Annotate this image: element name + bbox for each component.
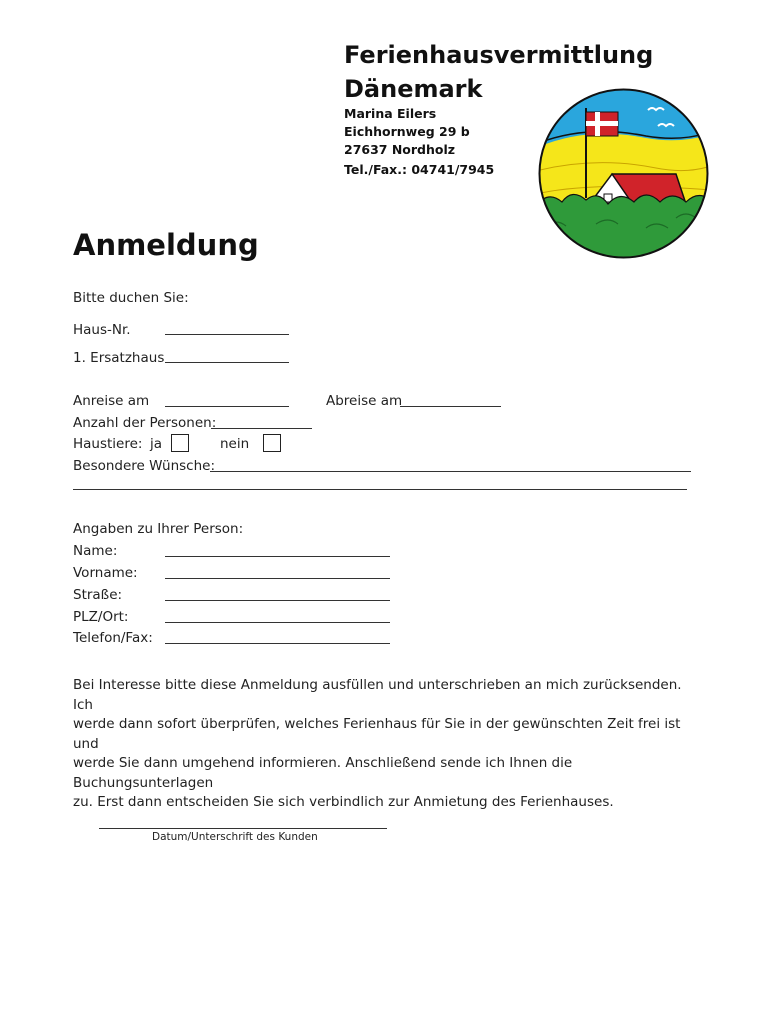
- ja-label: ja: [150, 436, 163, 452]
- nein-label: nein: [220, 436, 250, 452]
- vorname-label: Vorname:: [73, 565, 138, 581]
- company-name-line1: Ferienhausvermittlung: [344, 41, 654, 69]
- contact-name: Marina Eilers: [344, 106, 437, 121]
- contact-city: 27637 Nordholz: [344, 142, 456, 157]
- plz-label: PLZ/Ort:: [73, 609, 129, 625]
- ersatzhaus-field[interactable]: [165, 362, 289, 363]
- wuensche-label: Besondere Wünsche:: [73, 458, 215, 474]
- abreise-label: Abreise am: [326, 393, 403, 409]
- vorname-field[interactable]: [165, 578, 390, 579]
- abreise-field[interactable]: [400, 406, 501, 407]
- name-label: Name:: [73, 543, 118, 559]
- paragraph-line: Bei Interesse bitte diese Anmeldung ausfüllen und unterschrieben an mich zurücksenden. Ich: [73, 677, 682, 713]
- person-heading: Angaben zu Ihrer Person:: [73, 521, 244, 537]
- company-name-line2: Dänemark: [344, 75, 483, 103]
- haustiere-nein-checkbox[interactable]: [263, 434, 281, 452]
- haus-nr-label: Haus-Nr.: [73, 322, 131, 338]
- contact-phone: Tel./Fax.: 04741/7945: [344, 162, 495, 177]
- name-field[interactable]: [165, 556, 390, 557]
- form-intro: Bitte duchen Sie:: [73, 290, 189, 306]
- instructions-paragraph: [73, 676, 698, 813]
- plz-field[interactable]: [165, 622, 390, 623]
- telefon-label: Telefon/Fax:: [73, 630, 153, 646]
- haus-nr-field[interactable]: [165, 334, 289, 335]
- paragraph-line: werde Sie dann umgehend informieren. Anschließend sende ich Ihnen die Buchungsunterlagen: [73, 755, 573, 791]
- ersatzhaus-label: 1. Ersatzhaus: [73, 350, 165, 366]
- form-title: Anmeldung: [73, 228, 259, 262]
- paragraph-line: zu. Erst dann entscheiden Sie sich verbindlich zur Anmietung des Ferienhauses.: [73, 794, 614, 810]
- danish-holiday-house-logo-icon: [536, 86, 711, 261]
- personen-field[interactable]: [211, 428, 312, 429]
- anreise-field[interactable]: [165, 406, 289, 407]
- strasse-label: Straße:: [73, 587, 123, 603]
- haustiere-ja-checkbox[interactable]: [171, 434, 189, 452]
- contact-street: Eichhornweg 29 b: [344, 124, 470, 139]
- haustiere-label: Haustiere:: [73, 436, 143, 452]
- wuensche-field-line2[interactable]: [73, 489, 687, 490]
- signature-line[interactable]: [99, 828, 387, 829]
- wuensche-field[interactable]: [210, 471, 691, 472]
- signature-caption: Datum/Unterschrift des Kunden: [152, 831, 318, 843]
- anreise-label: Anreise am: [73, 393, 150, 409]
- strasse-field[interactable]: [165, 600, 390, 601]
- paragraph-line: werde dann sofort überprüfen, welches Ferienhaus für Sie in der gewünschten Zeit frei ist und: [73, 716, 681, 752]
- personen-label: Anzahl der Personen:: [73, 415, 217, 431]
- telefon-field[interactable]: [165, 643, 390, 644]
